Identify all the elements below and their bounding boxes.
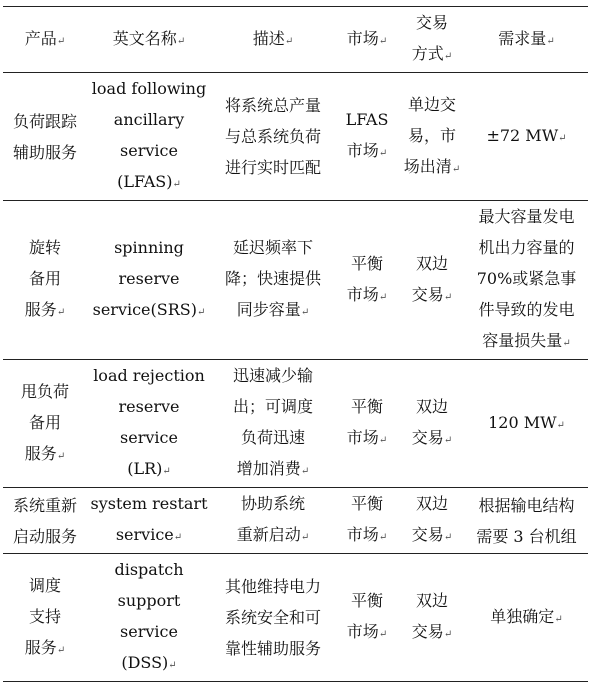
paragraph-mark: ↵ <box>554 613 563 625</box>
cell-text: 平衡 市场 <box>346 397 383 447</box>
description-cell <box>211 488 335 554</box>
demand-cell <box>465 360 588 488</box>
paragraph-mark: ↵ <box>300 532 310 543</box>
cell-text: ±72 MW <box>486 125 559 145</box>
cell-text: spinning reserve service(SRS) <box>92 238 197 319</box>
table-body <box>3 73 588 682</box>
header-english-name <box>87 7 211 73</box>
product-cell <box>3 554 87 682</box>
trading-method-cell <box>399 360 465 488</box>
paragraph-mark: ↵ <box>443 51 453 62</box>
paragraph-mark: ↵ <box>196 307 206 318</box>
cell-text: 单边交 易，市 场出清 <box>403 94 456 176</box>
cell-text: 根据输电结构 需要 3 台机组 <box>476 495 577 546</box>
table-row <box>3 360 588 488</box>
cell-text: 描述 <box>252 28 285 48</box>
cell-text: 调度 支持 服务 <box>24 575 61 657</box>
cell-text: 平衡 市场 <box>346 494 383 544</box>
cell-text: 最大容量发电 机出力容量的 70%或紧急事 件导致的发电 容量损失量 <box>476 207 577 350</box>
trading-method-cell <box>399 73 465 201</box>
cell-text: 120 MW <box>488 412 557 432</box>
paragraph-mark: ↵ <box>378 629 388 640</box>
cell-text: load rejection reserve service (LR) <box>93 366 205 478</box>
trading-method-cell <box>399 488 465 554</box>
cell-text: 市场 <box>346 28 379 48</box>
paragraph-mark: ↵ <box>378 291 388 303</box>
cell-text: 协助系统 重新启动 <box>236 494 305 544</box>
paragraph-mark: ↵ <box>300 307 310 318</box>
ancillary-services-table <box>3 6 588 682</box>
english-name-cell <box>87 554 211 682</box>
cell-text: 交易 方式 <box>411 13 448 63</box>
english-name-cell <box>87 488 211 554</box>
paragraph-mark: ↵ <box>162 466 171 477</box>
demand-cell <box>465 73 588 201</box>
english-name-cell <box>87 73 211 201</box>
cell-text: 旋转 备用 服务 <box>24 238 61 319</box>
english-name-cell <box>87 360 211 488</box>
product-cell <box>3 360 87 488</box>
paragraph-mark: ↵ <box>172 179 181 190</box>
cell-text: 将系统总产量 与总系统负荷 进行实时匹配 <box>224 96 321 177</box>
demand-cell <box>465 554 588 682</box>
paragraph-mark: ↵ <box>556 419 565 431</box>
table-row <box>3 73 588 201</box>
paragraph-mark: ↵ <box>56 35 66 47</box>
cell-text: 延迟频率下 降；快速提供 同步容量 <box>224 238 321 319</box>
description-cell <box>211 360 335 488</box>
paragraph-mark: ↵ <box>443 291 453 303</box>
paragraph-mark: ↵ <box>546 35 555 47</box>
paragraph-mark: ↵ <box>443 435 453 446</box>
header-trading-method <box>399 7 465 73</box>
paragraph-mark: ↵ <box>378 435 388 446</box>
market-cell <box>335 554 399 682</box>
market-cell <box>335 360 399 488</box>
cell-text: dispatch support service (DSS) <box>114 560 184 672</box>
header-market <box>335 7 399 73</box>
product-cell <box>3 488 87 554</box>
cell-text: load following ancillary service (LFAS) <box>91 79 207 191</box>
paragraph-mark: ↵ <box>443 629 453 640</box>
english-name-cell <box>87 201 211 360</box>
paragraph-mark: ↵ <box>284 35 294 47</box>
cell-text: 英文名称 <box>112 28 177 48</box>
paragraph-mark: ↵ <box>300 466 310 477</box>
cell-text: LFAS 市场 <box>345 110 389 160</box>
cell-text: 双边 交易 <box>411 494 448 544</box>
cell-text: 双边 交易 <box>411 397 448 447</box>
paragraph-mark: ↵ <box>56 644 66 656</box>
paragraph-mark: ↵ <box>562 338 571 349</box>
trading-method-cell <box>399 554 465 682</box>
paragraph-mark: ↵ <box>176 35 186 47</box>
paragraph-mark: ↵ <box>378 532 388 543</box>
demand-cell <box>465 488 588 554</box>
cell-text: 负荷跟踪 辅助服务 <box>12 111 77 162</box>
paragraph-mark: ↵ <box>558 132 567 144</box>
description-cell <box>211 201 335 360</box>
market-cell <box>335 73 399 201</box>
header-row <box>3 7 588 73</box>
market-cell <box>335 488 399 554</box>
demand-cell <box>465 201 588 360</box>
trading-method-cell <box>399 201 465 360</box>
paragraph-mark: ↵ <box>378 148 388 159</box>
cell-text: 需求量 <box>498 28 547 48</box>
header-description <box>211 7 335 73</box>
cell-text: 平衡 市场 <box>346 591 383 641</box>
paragraph-mark: ↵ <box>451 163 461 175</box>
paragraph-mark: ↵ <box>378 35 388 47</box>
cell-text: 其他维持电力 系统安全和可 靠性辅助服务 <box>224 577 321 658</box>
table-row <box>3 201 588 360</box>
cell-text: 甩负荷 备用 服务 <box>20 381 69 463</box>
header-product <box>3 7 87 73</box>
table-row <box>3 554 588 682</box>
cell-text: system restart service <box>90 494 208 544</box>
paragraph-mark: ↵ <box>56 450 66 462</box>
cell-text: 双边 交易 <box>411 591 448 641</box>
cell-text: 单独确定 <box>490 606 555 626</box>
cell-text: 系统重新 启动服务 <box>12 495 77 546</box>
product-cell <box>3 201 87 360</box>
cell-text: 双边 交易 <box>411 253 448 304</box>
cell-text: 迅速减少输 出；可调度 负荷迅速 增加消费 <box>232 366 313 478</box>
table-row <box>3 488 588 554</box>
description-cell <box>211 73 335 201</box>
cell-text: 产品 <box>24 28 57 48</box>
product-cell <box>3 73 87 201</box>
header-demand <box>465 7 588 73</box>
cell-text: 平衡 市场 <box>346 253 383 304</box>
paragraph-mark: ↵ <box>168 660 177 671</box>
market-cell <box>335 201 399 360</box>
paragraph-mark: ↵ <box>56 307 66 318</box>
paragraph-mark: ↵ <box>443 532 453 543</box>
paragraph-mark: ↵ <box>173 532 183 543</box>
description-cell <box>211 554 335 682</box>
